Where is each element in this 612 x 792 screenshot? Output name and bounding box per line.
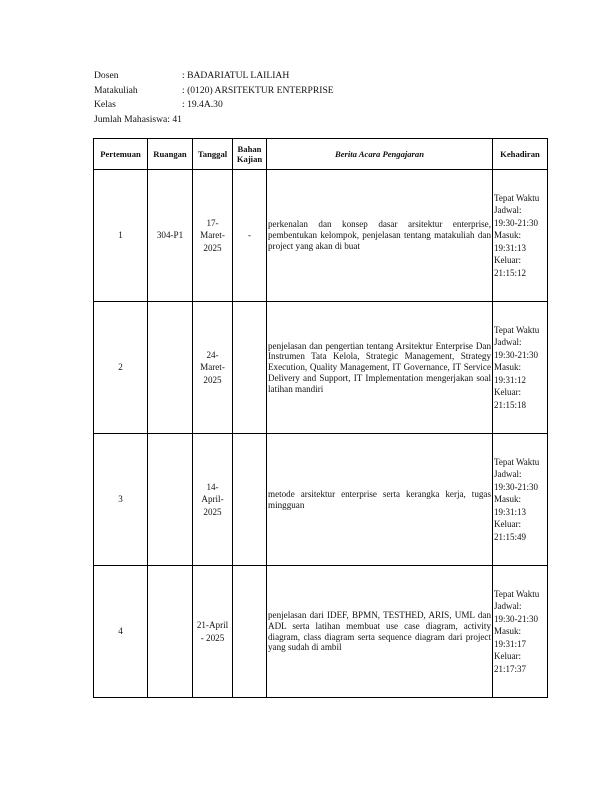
cell-pertemuan: 1 — [94, 170, 148, 302]
cell-kehadiran — [493, 170, 548, 302]
cell-bahan-kajian — [233, 566, 267, 698]
kelas-value: : 19.4A.30 — [182, 99, 223, 111]
header-tanggal: Tanggal — [193, 139, 233, 170]
kehadiran-keluar: Keluar: 21:15:49 — [494, 519, 527, 542]
cell-berita-acara: perkenalan dan konsep dasar arsitektur enterprise, pembentukan kelompok, penjelasan tentang matakuliah dan project yang akan di buat — [267, 170, 493, 302]
matakuliah-value: : (0120) ARSITEKTUR ENTERPRISE — [182, 84, 334, 96]
table-row — [94, 434, 548, 566]
kehadiran-masuk: Masuk: 19:31:13 — [494, 494, 527, 517]
table-row — [94, 566, 548, 698]
header-kehadiran: Kehadiran — [493, 139, 548, 170]
tanggal-text: 14-April-2025 — [201, 482, 224, 517]
cell-tanggal — [193, 566, 233, 698]
kehadiran-status: Tepat Waktu — [494, 457, 540, 468]
cell-ruangan — [148, 302, 193, 434]
header-pertemuan: Pertemuan — [94, 139, 148, 170]
cell-berita-acara: penjelasan dari IDEF, BPMN, TESTHED, ARIS, UML dan ADL serta latihan membuat use case diagram, activity diagram, class diagram serta sequence diagram dari project yang sudah di ambil — [267, 566, 493, 698]
cell-kehadiran — [493, 566, 548, 698]
cell-ruangan: 304-P1 — [148, 170, 193, 302]
tanggal-text: 24-Maret-2025 — [200, 350, 225, 385]
cell-ruangan — [148, 566, 193, 698]
cell-berita-acara: penjelasan dan pengertian tentang Arsitektur Enterprise Dan Instrumen Tata Kelola, Strategic Management, Strategy Execution, Quality Management, IT Governance, IT Service Delivery and Support, IT Implementation mengerjakan soal latihan mandiri — [267, 302, 493, 434]
kehadiran-jadwal: Jadwal: 19:30-21:30 — [494, 337, 538, 360]
kehadiran-keluar: Keluar: 21:17:37 — [494, 651, 527, 674]
kehadiran-masuk: Masuk: 19:31:13 — [494, 230, 527, 253]
kehadiran-jadwal: Jadwal: 19:30-21:30 — [494, 601, 538, 624]
cell-kehadiran — [493, 434, 548, 566]
attendance-table — [93, 138, 548, 698]
kehadiran-keluar: Keluar: 21:15:18 — [494, 387, 527, 410]
table-header-row — [94, 139, 548, 170]
cell-tanggal — [193, 302, 233, 434]
tanggal-text: 21-April - 2025 — [196, 620, 229, 643]
kehadiran-masuk: Masuk: 19:31:12 — [494, 362, 527, 385]
jumlah-value: : 41 — [167, 113, 182, 125]
kehadiran-status: Tepat Waktu — [494, 589, 540, 600]
table-row — [94, 302, 548, 434]
kehadiran-jadwal: Jadwal: 19:30-21:30 — [494, 205, 538, 228]
dosen-label: Dosen — [94, 70, 119, 81]
cell-tanggal — [193, 170, 233, 302]
header-ruangan: Ruangan — [148, 139, 193, 170]
info-row-dosen — [94, 69, 334, 84]
cell-berita-acara: metode arsitektur enterprise serta kerangka kerja, tugas mingguan — [267, 434, 493, 566]
kehadiran-masuk: Masuk: 19:31:17 — [494, 626, 527, 649]
kehadiran-status: Tepat Waktu — [494, 325, 540, 336]
jumlah-label: Jumlah Mahasiswa — [94, 113, 168, 125]
dosen-value: : BADARIATUL LAILIAH — [182, 70, 290, 81]
cell-pertemuan: 2 — [94, 302, 148, 434]
table-row — [94, 170, 548, 302]
kehadiran-jadwal: Jadwal: 19:30-21:30 — [494, 469, 538, 492]
tanggal-text: 17-Maret-2025 — [200, 218, 225, 253]
cell-bahan-kajian: - — [233, 170, 267, 302]
info-row-kelas — [94, 98, 334, 113]
cell-bahan-kajian — [233, 302, 267, 434]
cell-pertemuan: 4 — [94, 566, 148, 698]
kelas-label: Kelas — [94, 99, 116, 111]
info-row-jumlah — [94, 113, 334, 128]
matakuliah-label: Matakuliah — [94, 84, 138, 96]
cell-bahan-kajian — [233, 434, 267, 566]
cell-kehadiran — [493, 302, 548, 434]
header-bahan-kajian: Bahan Kajian — [233, 139, 267, 170]
header-berita-acara: Berita Acara Pengajaran — [267, 139, 493, 170]
course-info — [94, 69, 334, 127]
kehadiran-status: Tepat Waktu — [494, 193, 540, 204]
cell-tanggal — [193, 434, 233, 566]
kehadiran-keluar: Keluar: 21:15:12 — [494, 255, 527, 278]
cell-pertemuan: 3 — [94, 434, 148, 566]
info-row-matakuliah — [94, 84, 334, 99]
cell-ruangan — [148, 434, 193, 566]
